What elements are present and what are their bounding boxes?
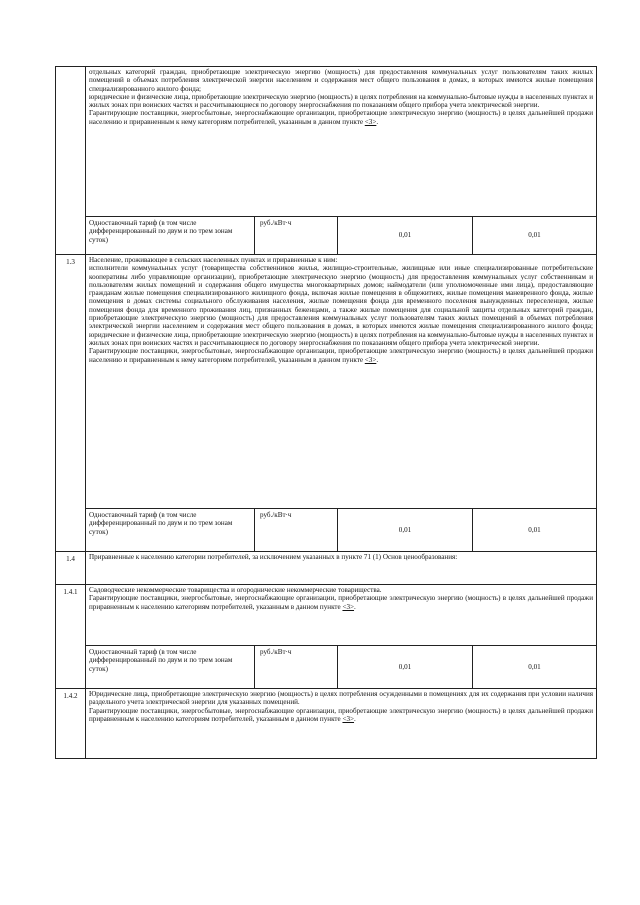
row-number: 1.4.2	[56, 689, 86, 759]
guarantee-paragraph	[89, 594, 593, 611]
sentence-end: .	[354, 602, 356, 611]
table-row	[56, 67, 597, 217]
tariff-value-2: 0,01	[473, 217, 597, 255]
sentence-end: .	[376, 355, 379, 364]
tariff-row	[56, 646, 597, 689]
row-heading: Юридические лица, приобретающие электрическую энергию (мощность) в целях потребления осужденными в помещениях для их содержания при условии наличия раздельного учета электрической энергии для указанных помещений.	[89, 690, 593, 707]
table-row	[56, 255, 597, 509]
tariff-value-2: 0,01	[473, 646, 597, 689]
paragraph: отдельных категорий граждан, приобретающие электрическую энергию (мощность) для предоставления коммунальных услуг пользователям таких жилых помещений в объемах потребления электрической энергии населением и содержания мест общего пользования в домах, в которых имеются жилые помещения специализированного жилого фонда;	[89, 68, 593, 93]
row-heading: Население, проживающее в сельских населенных пунктах и приравненные к ним:	[89, 256, 338, 264]
row-number: 1.4.1	[56, 585, 86, 689]
guarantee-text: Гарантирующие поставщики, энергосбытовые, энергоснабжающие организации, приобретающие электрическую энергию (мощность) в целях дальнейшей продажи населению и приравненным к нему категориям потребителей, указанным в данном пункте	[89, 347, 593, 364]
row-number: 1.3	[56, 255, 86, 552]
tariff-value-1: 0,01	[338, 646, 473, 689]
tariff-unit: руб./кВт·ч	[255, 509, 338, 552]
tariff-row	[56, 217, 597, 255]
row-number-cell	[56, 67, 86, 255]
sentence-end: .	[376, 117, 379, 126]
row-description	[86, 689, 597, 759]
row-description	[86, 585, 597, 646]
footnote-link[interactable]: <3>	[342, 714, 355, 723]
sentence-end: .	[354, 714, 356, 723]
tariff-unit: руб./кВт·ч	[255, 646, 338, 689]
row-heading: Садоводческие некоммерческие товарищества и огороднические некоммерческие товарищества.	[89, 586, 382, 594]
tariff-row	[56, 509, 597, 552]
guarantee-text: Гарантирующие поставщики, энергосбытовые, энергоснабжающие организации, приобретающие электрическую энергию (мощность) в целях дальнейшей продажи населению и приравненным к нему категориям потребителей, указанным в данном пункте	[89, 109, 593, 126]
row-description	[86, 67, 597, 217]
guarantee-text: Гарантирующие поставщики, энергосбытовые, энергоснабжающие организации, приобретающие электрическую энергию (мощность) в целях дальнейшей продажи приравненным к населению категориям потребителей, указанным в данном пункте	[89, 594, 593, 611]
guarantee-text: Гарантирующие поставщики, энергосбытовые, энергоснабжающие организации, приобретающие электрическую энергию (мощность) в целях дальнейшей продажи приравненным к населению категориям потребителей, указанным в данном пункте	[89, 706, 593, 723]
row-description	[86, 552, 597, 585]
tariff-table	[55, 66, 597, 759]
tariff-unit: руб./кВт·ч	[255, 217, 338, 255]
footnote-link[interactable]: <3>	[364, 117, 377, 126]
table-row	[56, 585, 597, 646]
guarantee-paragraph	[89, 109, 593, 126]
row-description	[86, 255, 597, 509]
tariff-label: Одноставочный тариф (в том числе дифференцированный по двум и по трем зонам суток)	[86, 646, 255, 689]
guarantee-paragraph	[89, 707, 593, 724]
table-row	[56, 689, 597, 759]
tariff-value-1: 0,01	[338, 217, 473, 255]
tariff-label: Одноставочный тариф (в том числе дифференцированный по двум и по трем зонам суток)	[86, 509, 255, 552]
guarantee-paragraph	[89, 347, 593, 364]
table-row	[56, 552, 597, 585]
row-number: 1.4	[56, 552, 86, 585]
footnote-link[interactable]: <3>	[342, 602, 355, 611]
paragraph: исполнители коммунальных услуг (товарищества собственников жилья, жилищно-строительные, жилищные или иные специализированные потребительские кооперативы либо управляющие организации), приобретающие электрическую энергию (мощность) для предоставления коммунальных услуг собственникам и пользователям жилых помещений и содержания общего имущества многоквартирных домов; наймодатели (или уполномоченные ими лица), предоставляющие гражданам жилые помещения специализированного жилищного фонда, включая жилые помещения в общежитиях, жилые помещения маневренного фонда, жилые помещения в домах системы социального обслуживания населения, жилые помещения фонда для временного поселения вынужденных переселенцев, жилые помещения фонда для временного проживания лиц, признанных беженцами, а также жилые помещения для социальной защиты отдельных категорий граждан, приобретающие электрическую энергию (мощность) для предоставления коммунальных услуг пользователям таких жилых помещений в объемах потребления электрической энергии населением и содержания мест общего пользования в домах, в которых имеются жилые помещения специализированного жилого фонда; юридические и физические лица, приобретающие электрическую энергию (мощность) в целях потребления на коммунально-бытовые нужды в населенных пунктах и жилых зонах при воинских частях и рассчитывающиеся по договору энергоснабжения по показаниям общего прибора учета электрической энергии.	[89, 264, 593, 347]
row-heading: Приравненные к населению категории потребителей, за исключением указанных в пункте 71 (1) Основ ценообразования:	[89, 553, 458, 561]
tariff-value-1: 0,01	[338, 509, 473, 552]
footnote-link[interactable]: <3>	[364, 355, 377, 364]
paragraph: юридические и физические лица, приобретающие электрическую энергию (мощность) в целях потребления на коммунально-бытовые нужды в населенных пунктах и жилых зонах при воинских частях и рассчитывающиеся по договору энергоснабжения по показаниям общего прибора учета электрической энергии.	[89, 92, 593, 110]
tariff-value-2: 0,01	[473, 509, 597, 552]
tariff-label: Одноставочный тариф (в том числе дифференцированный по двум и по трем зонам суток)	[86, 217, 255, 255]
